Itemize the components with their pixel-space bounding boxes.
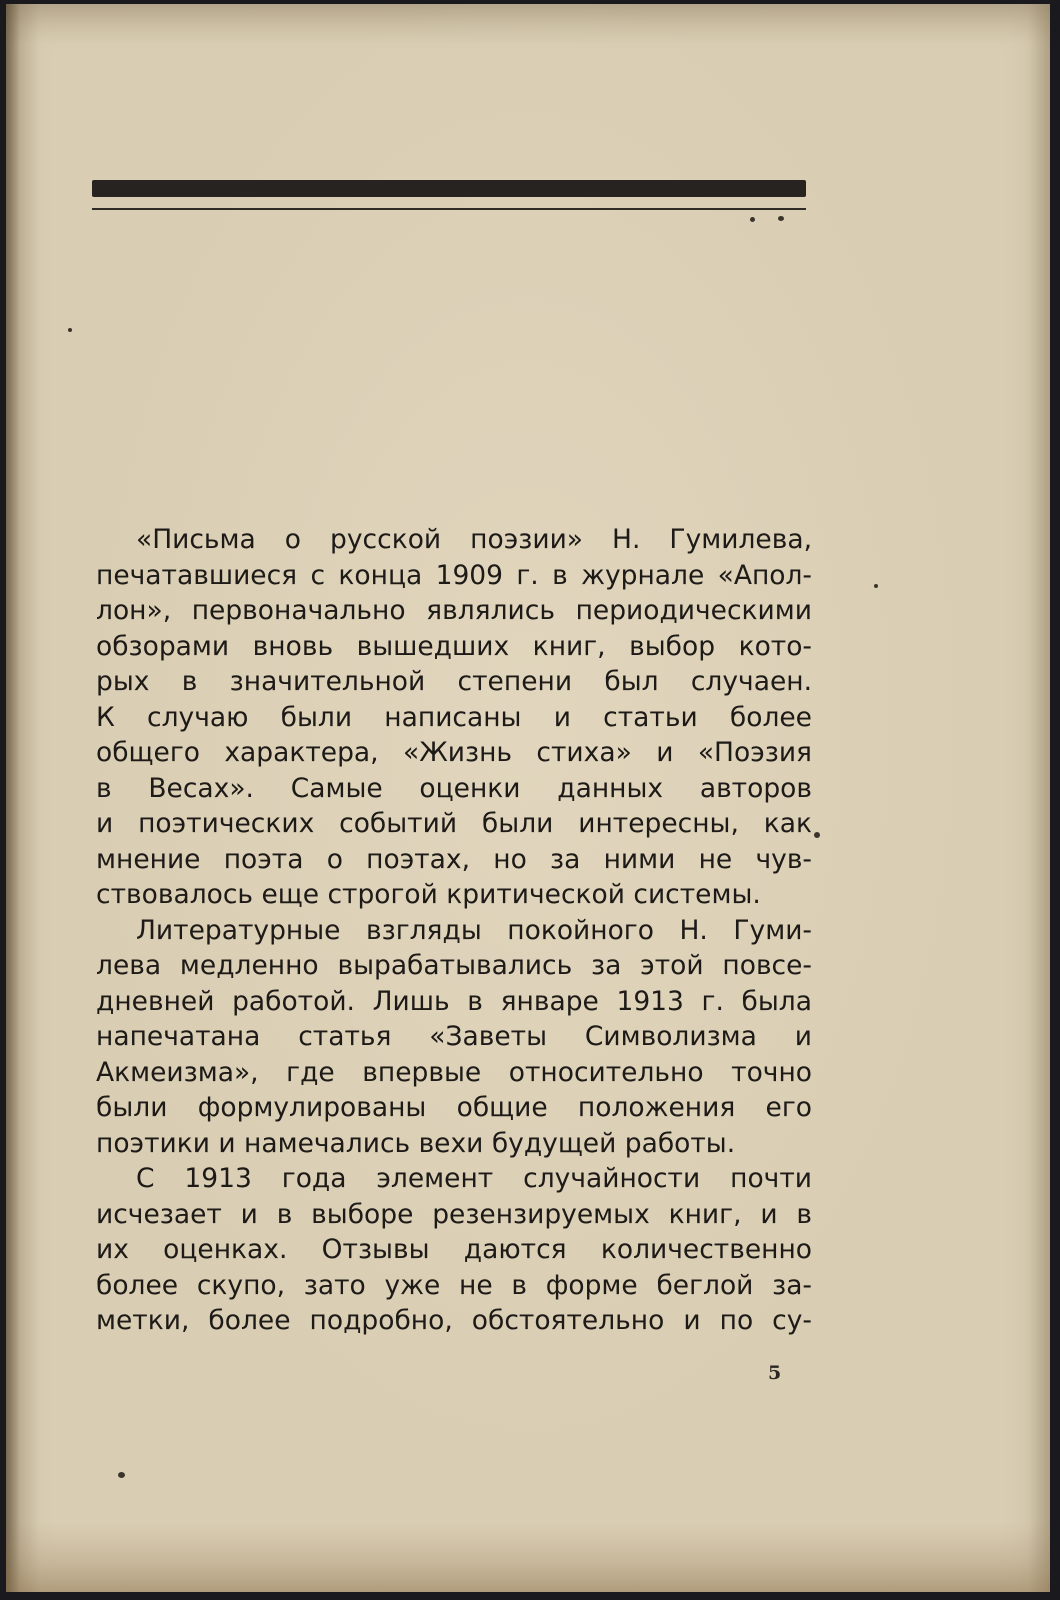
ink-speck (814, 832, 820, 838)
text-line: их оценках. Отзывы даются количественно (96, 1234, 812, 1265)
ink-speck (118, 1472, 125, 1478)
book-page (6, 4, 1050, 1592)
header-rule (92, 180, 806, 220)
text-line: были формулированы общие положения его (96, 1092, 812, 1123)
text-line: поэтики и намечались вехи будущей работы. (96, 1127, 736, 1159)
text-line: лева медленно вырабатывались за этой повсе- (96, 950, 812, 981)
text-line: «Письма о русской поэзии» Н. Гумилева, (136, 524, 812, 555)
text-line: лон», первоначально являлись периодическими (96, 595, 812, 626)
header-rule-thick-bar (92, 180, 806, 197)
text-line: напечатана статья «Заветы Символизма и (96, 1021, 812, 1052)
page-bottom-wear (6, 1522, 1050, 1592)
text-line: и поэтических событий были интересны, как (96, 808, 812, 839)
ink-speck (778, 216, 784, 221)
ink-speck (874, 584, 878, 588)
text-line: обзорами вновь вышедших книг, выбор кото- (96, 630, 812, 662)
ink-speck (750, 217, 755, 222)
text-line: метки, более подробно, обстоятельно и по су- (96, 1305, 812, 1336)
text-line: С 1913 года элемент случайности почти (136, 1163, 812, 1194)
paragraph-2 (96, 913, 812, 1162)
header-rule-thin-line (92, 208, 806, 210)
spine-fold-shadow (6, 4, 20, 1592)
text-line: Акмеизма», где впервые относительно точно (96, 1056, 812, 1088)
text-line: дневней работой. Лишь в январе 1913 г. была (96, 985, 812, 1017)
text-line: печатавшиеся с конца 1909 г. в журнале «Апол- (96, 559, 812, 591)
text-line: Литературные взгляды покойного Н. Гуми- (136, 914, 812, 946)
text-line: мнение поэта о поэтах, но за ними не чув- (96, 843, 812, 875)
paragraph-1 (96, 522, 812, 913)
text-line: рых в значительной степени был случаен. (96, 666, 812, 697)
text-line: ствовалось еще строгой критической системы. (96, 879, 761, 910)
text-line: К случаю были написаны и статьи более (96, 701, 812, 733)
ink-speck (68, 328, 72, 332)
paragraph-3 (96, 1161, 812, 1339)
text-line: в Весах». Самые оценки данных авторов (96, 772, 812, 804)
text-line: исчезает и в выборе резензируемых книг, и в (96, 1198, 812, 1230)
text-line: более скупо, зато уже не в форме беглой за- (96, 1269, 812, 1301)
text-line: общего характера, «Жизнь стиха» и «Поэзия (96, 737, 812, 768)
page-number: 5 (768, 1362, 782, 1384)
body-text (96, 522, 812, 1339)
